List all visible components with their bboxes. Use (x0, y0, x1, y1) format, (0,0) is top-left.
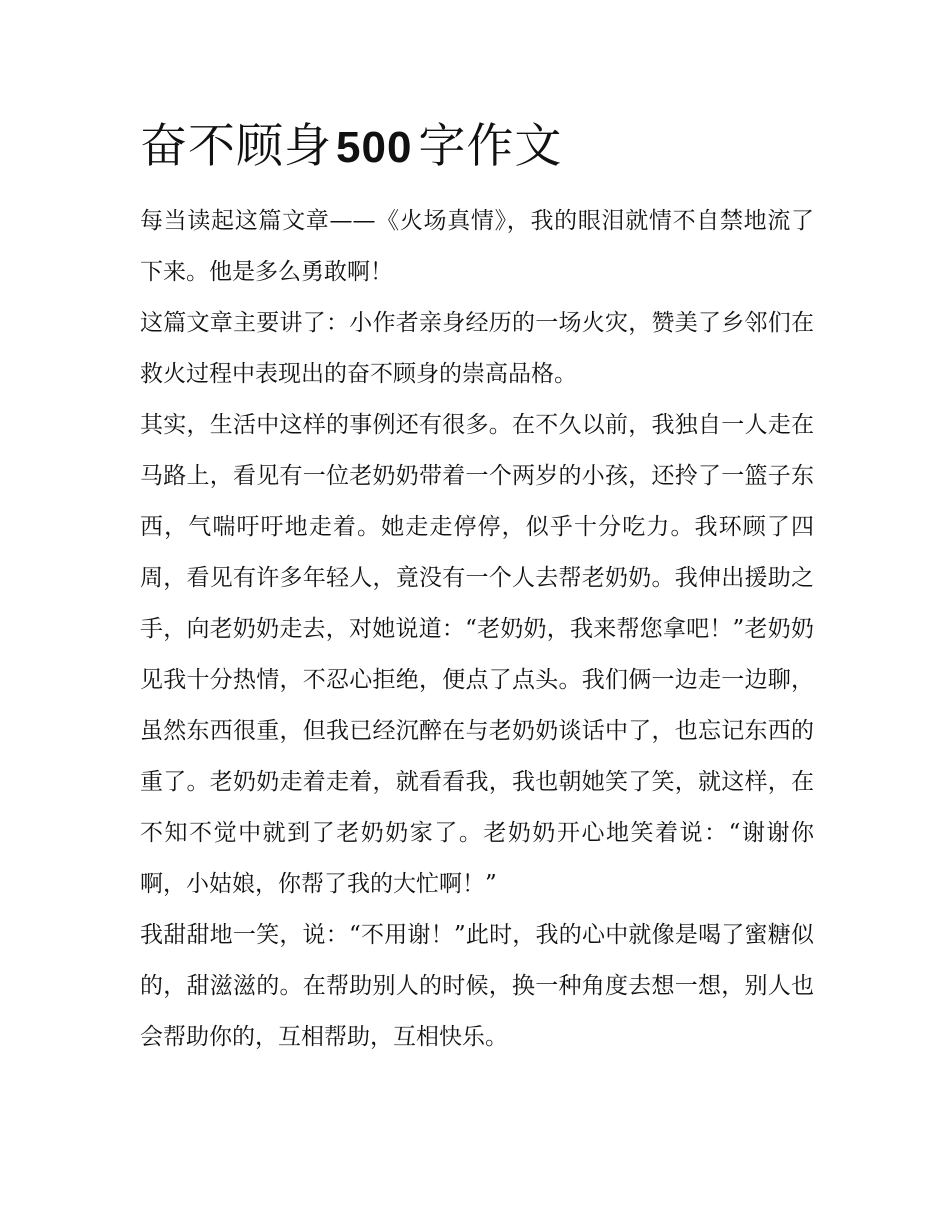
paragraph-4: 我甜甜地一笑，说：“不用谢！”此时，我的心中就像是喝了蜜糖似的，甜滋滋的。在帮助别人的时候，换一种角度去想一想，别人也会帮助你的，互相帮助，互相快乐。 (140, 922, 814, 1050)
document-body (140, 196, 814, 1063)
document-title (140, 112, 820, 183)
title-suffix: 字作文 (418, 119, 563, 174)
paragraph-2: 这篇文章主要讲了：小作者亲身经历的一场火灾，赞美了乡邻们在救火过程中表现出的奋不顾身的崇高品格。 (140, 310, 814, 387)
paragraph-3: 其实，生活中这样的事例还有很多。在不久以前，我独自一人走在马路上，看见有一位老奶奶带着一个两岁的小孩，还拎了一篮子东西，气喘吁吁地走着。她走走停停，似乎十分吃力。我环顾了四周，看见有许多年轻人，竟没有一个人去帮老奶奶。我伸出援助之手，向老奶奶走去，对她说道：“老奶奶，我来帮您拿吧！”老奶奶见我十分热情，不忍心拒绝，便点了点头。我们俩一边走一边聊，虽然东西很重，但我已经沉醉在与老奶奶谈话中了，也忘记东西的重了。老奶奶走着走着，就看看我，我也朝她笑了笑，就这样，在不知不觉中就到了老奶奶家了。老奶奶开心地笑着说：“谢谢你啊，小姑娘，你帮了我的大忙啊！” (140, 412, 814, 897)
title-number: 500 (336, 123, 413, 172)
paragraph-1: 每当读起这篇文章——《火场真情》，我的眼泪就情不自禁地流了下来。他是多么勇敢啊！ (140, 208, 814, 285)
title-prefix: 奋不顾身 (140, 119, 332, 174)
